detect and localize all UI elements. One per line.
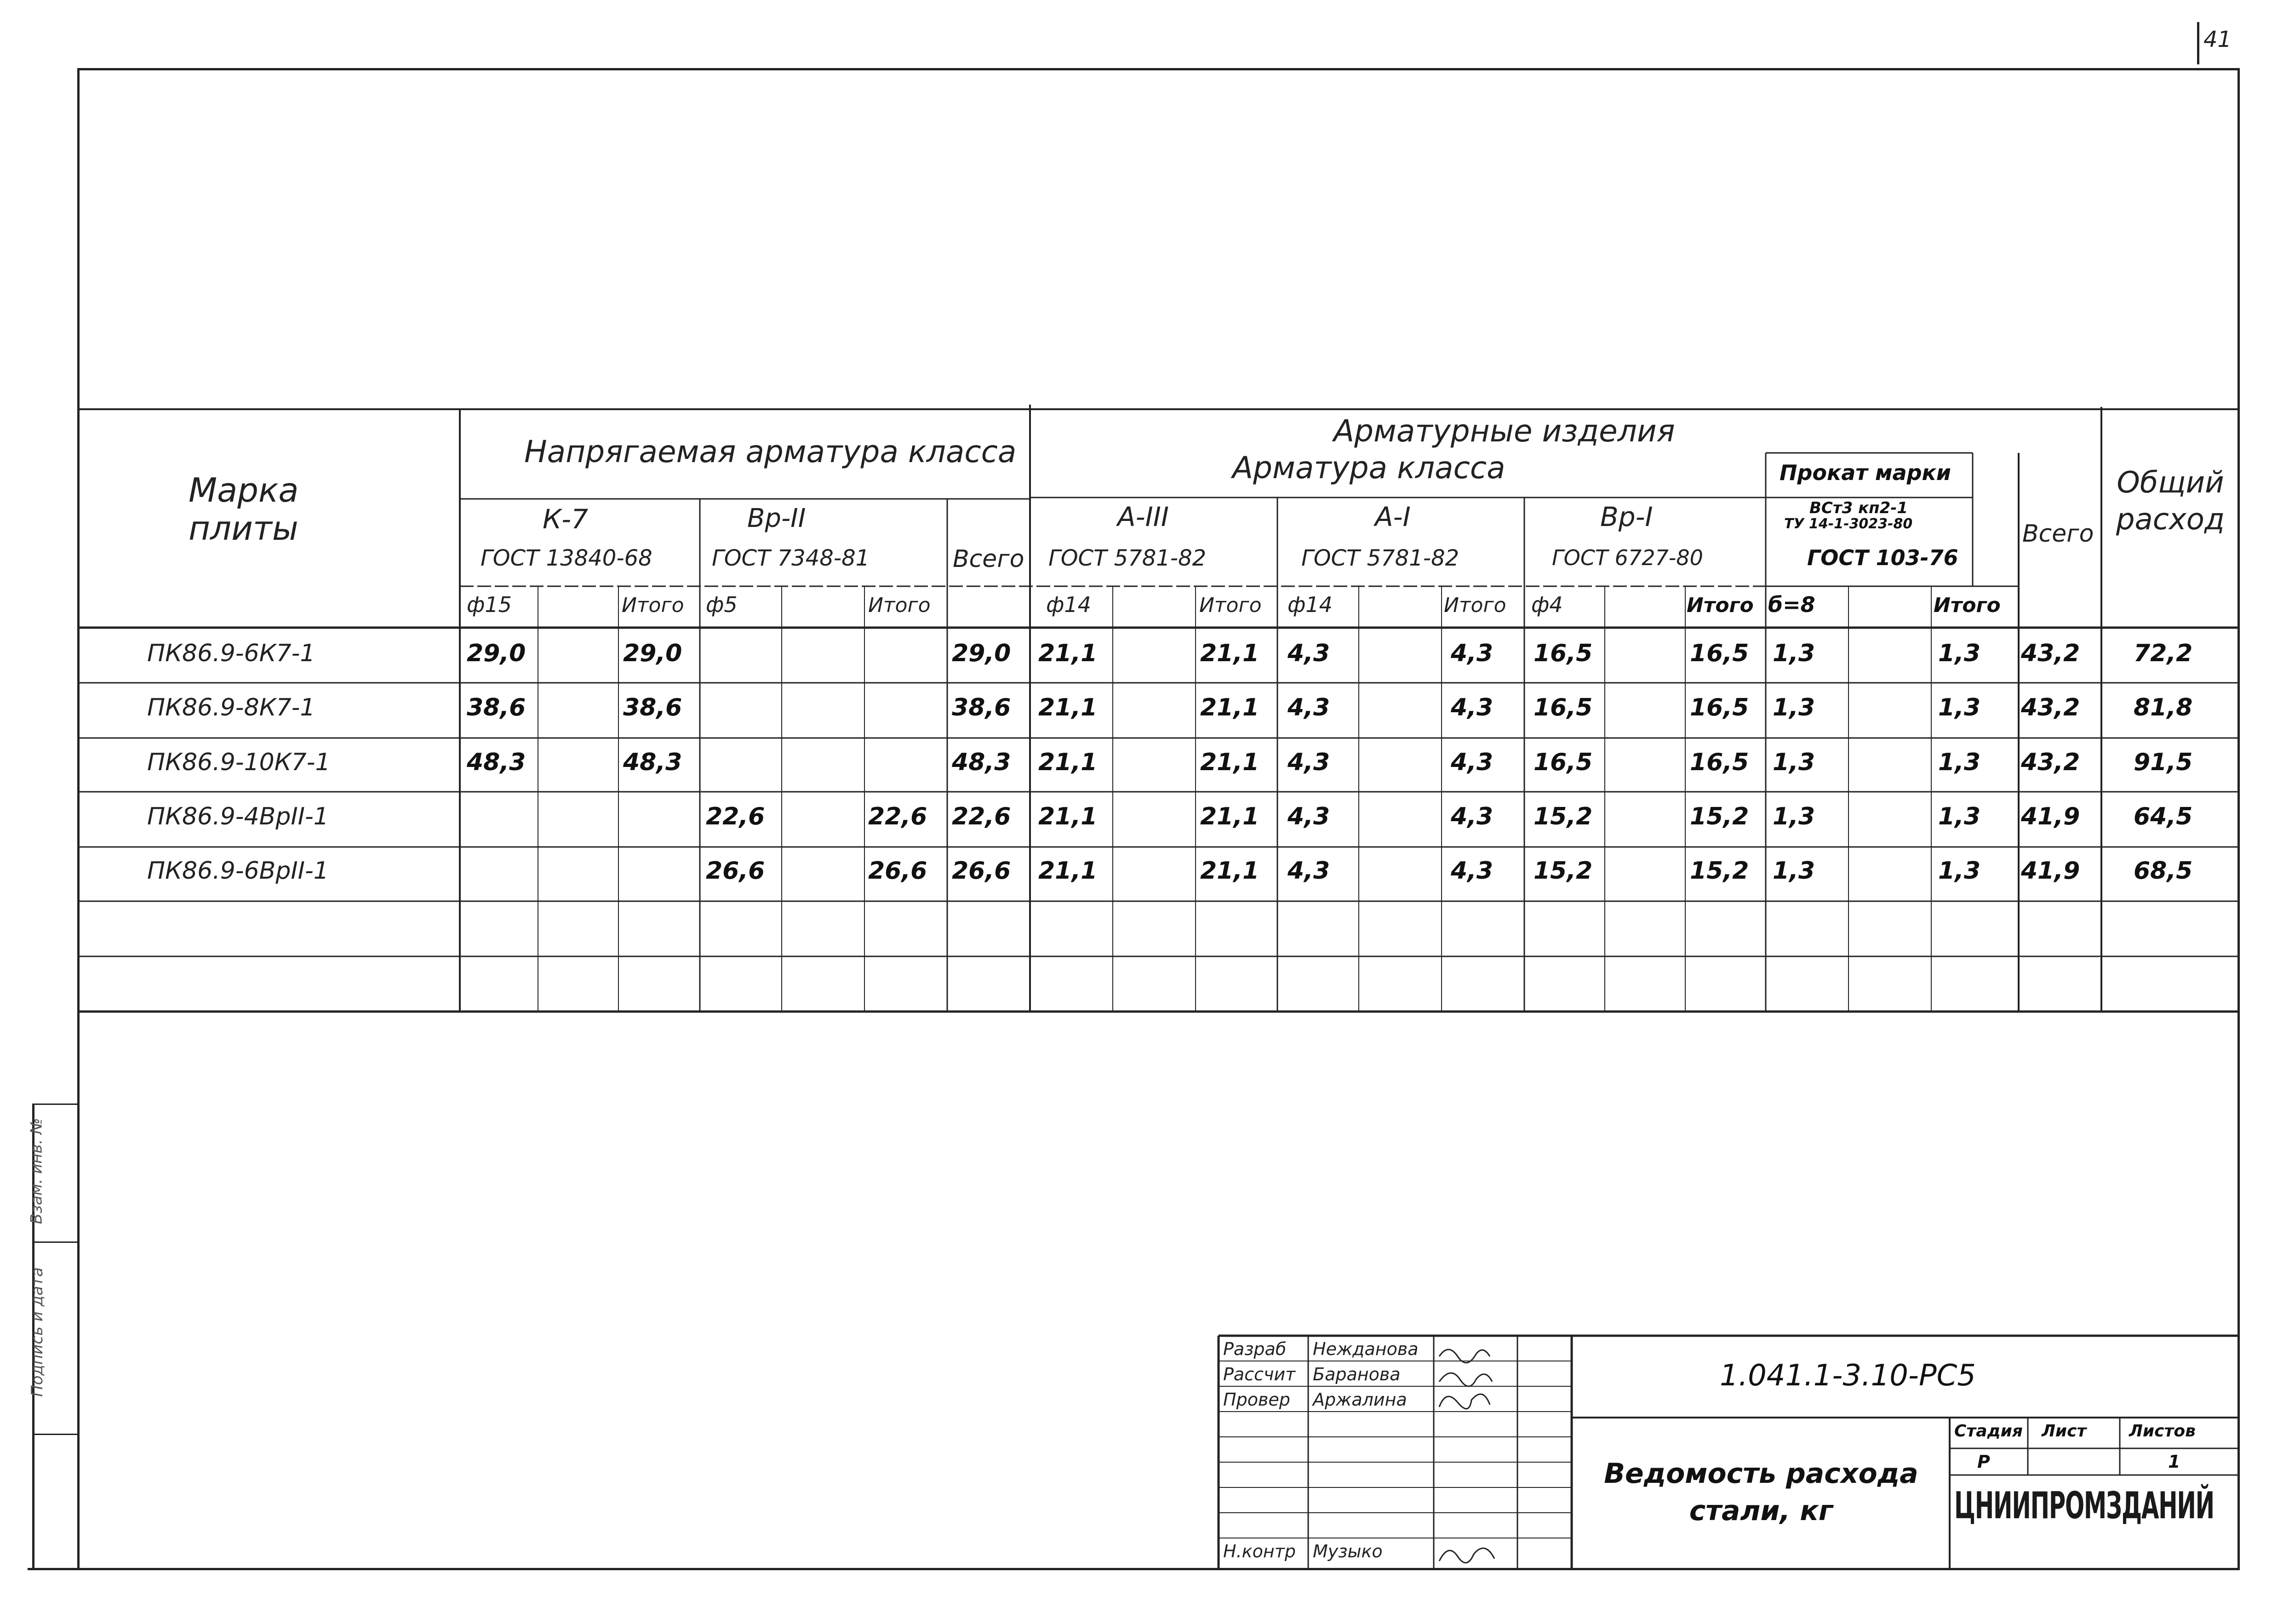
sub-vrii-itogo: Итого [868,594,931,617]
aiii-header: А-III [1117,501,1169,532]
doc-title: Ведомость расхода стали, кг [1604,1458,1918,1527]
cell-k7: 38,6 [467,694,526,721]
cell-vri: 15,2 [1534,857,1593,885]
cell-aiii-total: 21,1 [1200,694,1259,721]
col-mark-header: Марка плиты [189,471,299,548]
ai-header: А-I [1375,501,1411,532]
cell-products-total: 43,2 [2021,640,2080,667]
sub-ai-itogo: Итого [1444,594,1506,617]
cell-aiii-total: 21,1 [1200,803,1259,830]
rolled-tu: ТУ 14-1-3023-80 [1784,516,1913,532]
sub-aiii-diameter: ф14 [1046,592,1091,617]
doc-code: 1.041.1-3.10-РС5 [1720,1359,1976,1393]
cell-vri-total: 16,5 [1690,694,1749,721]
sub-vri-diameter: ф4 [1531,592,1563,617]
cell-products-total: 43,2 [2021,749,2080,776]
sheets-value: 1 [2168,1452,2180,1472]
vri-gost: ГОСТ 6727-80 [1552,545,1703,570]
cell-ai-total: 4,3 [1451,857,1494,885]
row-mark: ПК86.9-4ВрII-1 [147,803,329,830]
prestress-total-header: Всего [953,545,1024,573]
row-mark: ПК86.9-8К7-1 [147,694,315,721]
rolled-grade: ВСт3 кп2-1 [1809,499,1908,517]
cell-ai: 4,3 [1288,857,1330,885]
cell-rolled-total: 1,3 [1938,749,1981,776]
cell-prestress-total: 29,0 [952,640,1011,667]
cell-prestress-total: 22,6 [952,803,1011,830]
cell-k7: 48,3 [467,749,526,776]
cell-rolled-total: 1,3 [1938,640,1981,667]
cell-rolled: 1,3 [1773,857,1815,885]
cell-products-total: 41,9 [2021,857,2080,885]
cell-k7-total: 48,3 [623,749,682,776]
cell-vri: 16,5 [1534,640,1593,667]
page-number: 41 [2203,27,2232,52]
role-checker: Провер [1223,1390,1290,1410]
row-mark: ПК86.9-10К7-1 [147,749,331,776]
cell-aiii: 21,1 [1038,749,1098,776]
cell-ai-total: 4,3 [1451,640,1494,667]
cell-rolled: 1,3 [1773,803,1815,830]
k7-gost: ГОСТ 13840-68 [481,545,652,571]
cell-aiii-total: 21,1 [1200,857,1259,885]
cell-aiii: 21,1 [1038,803,1098,830]
cell-overall: 81,8 [2134,694,2193,721]
cell-vri-total: 16,5 [1690,640,1749,667]
cell-overall: 68,5 [2134,857,2193,885]
cell-ai: 4,3 [1288,694,1330,721]
cell-rolled-total: 1,3 [1938,694,1981,721]
cell-prestress-total: 38,6 [952,694,1011,721]
cell-prestress-total: 26,6 [952,857,1011,885]
sheet-label: Лист [2042,1422,2087,1441]
cell-prestress-total: 48,3 [952,749,1011,776]
sub-rolled-thickness: б=8 [1768,592,1815,617]
cell-ai: 4,3 [1288,749,1330,776]
cell-ai-total: 4,3 [1451,749,1494,776]
row-mark: ПК86.9-6К7-1 [147,640,315,667]
organization: ЦНИИПРОМЗДАНИЙ [1954,1484,2214,1527]
name-calculator: Баранова [1313,1364,1401,1384]
name-checker: Аржалина [1313,1390,1407,1410]
cell-vri: 16,5 [1534,749,1593,776]
cell-rolled: 1,3 [1773,640,1815,667]
cell-rolled: 1,3 [1773,694,1815,721]
name-normcontrol: Музыко [1313,1541,1383,1561]
cell-vri: 15,2 [1534,803,1593,830]
vri-header: Вр-I [1600,501,1653,532]
ai-gost: ГОСТ 5781-82 [1301,545,1459,571]
aiii-gost: ГОСТ 5781-82 [1048,545,1207,571]
cell-k7: 29,0 [467,640,526,667]
sub-vri-itogo: Итого [1687,594,1754,617]
name-developer: Неждановa [1313,1339,1419,1359]
cell-overall: 91,5 [2134,749,2193,776]
products-title: Арматурные изделия [1333,413,1675,449]
sub-k7-itogo: Итого [622,594,684,617]
cell-aiii: 21,1 [1038,640,1098,667]
cell-rolled-total: 1,3 [1938,803,1981,830]
sub-k7-diameter: ф15 [467,592,512,617]
cell-ai: 4,3 [1288,640,1330,667]
cell-products-total: 43,2 [2021,694,2080,721]
cell-aiii-total: 21,1 [1200,749,1259,776]
cell-vrii-total: 26,6 [868,857,927,885]
side-strip-label-1: Подпись и дата [28,1267,46,1397]
cell-overall: 64,5 [2134,803,2193,830]
role-calculator: Рассчит [1223,1364,1296,1384]
vrii-header: Вр-II [747,503,806,533]
row-mark: ПК86.9-6ВрII-1 [147,857,329,885]
role-normcontrol: Н.контр [1223,1541,1296,1561]
sub-rolled-itogo: Итого [1934,594,2001,617]
cell-rolled: 1,3 [1773,749,1815,776]
products-total-header: Всего [2022,520,2094,548]
sheets-label: Листов [2129,1422,2196,1441]
cell-vri-total: 16,5 [1690,749,1749,776]
cell-aiii-total: 21,1 [1200,640,1259,667]
cell-vri-total: 15,2 [1690,803,1749,830]
cell-aiii: 21,1 [1038,694,1098,721]
cell-products-total: 41,9 [2021,803,2080,830]
sub-vrii-diameter: ф5 [706,592,738,617]
stage-label: Стадия [1954,1422,2023,1441]
cell-vrii: 26,6 [706,857,765,885]
cell-rolled-total: 1,3 [1938,857,1981,885]
sub-aiii-itogo: Итого [1199,594,1262,617]
cell-vri-total: 15,2 [1690,857,1749,885]
cell-k7-total: 38,6 [623,694,682,721]
cell-ai-total: 4,3 [1451,694,1494,721]
side-strip-label-2: Взам. инв. № [27,1118,46,1224]
prestressed-title: Напрягаемая арматура класса [524,434,1017,469]
rebar-class-title: Арматура класса [1232,450,1505,486]
stage-value: Р [1977,1452,1990,1472]
cell-vrii-total: 22,6 [868,803,927,830]
cell-ai-total: 4,3 [1451,803,1494,830]
vrii-gost: ГОСТ 7348-81 [712,545,870,571]
cell-vrii: 22,6 [706,803,765,830]
overall-header: Общий расход [2116,466,2225,537]
k7-header: К-7 [543,503,589,535]
cell-ai: 4,3 [1288,803,1330,830]
cell-aiii: 21,1 [1038,857,1098,885]
cell-k7-total: 29,0 [623,640,682,667]
rolled-title: Прокат марки [1780,460,1951,485]
cell-vri: 16,5 [1534,694,1593,721]
sub-ai-diameter: ф14 [1288,592,1333,617]
cell-overall: 72,2 [2134,640,2193,667]
rolled-gost: ГОСТ 103-76 [1807,545,1958,570]
role-developer: Разраб [1223,1339,1287,1359]
